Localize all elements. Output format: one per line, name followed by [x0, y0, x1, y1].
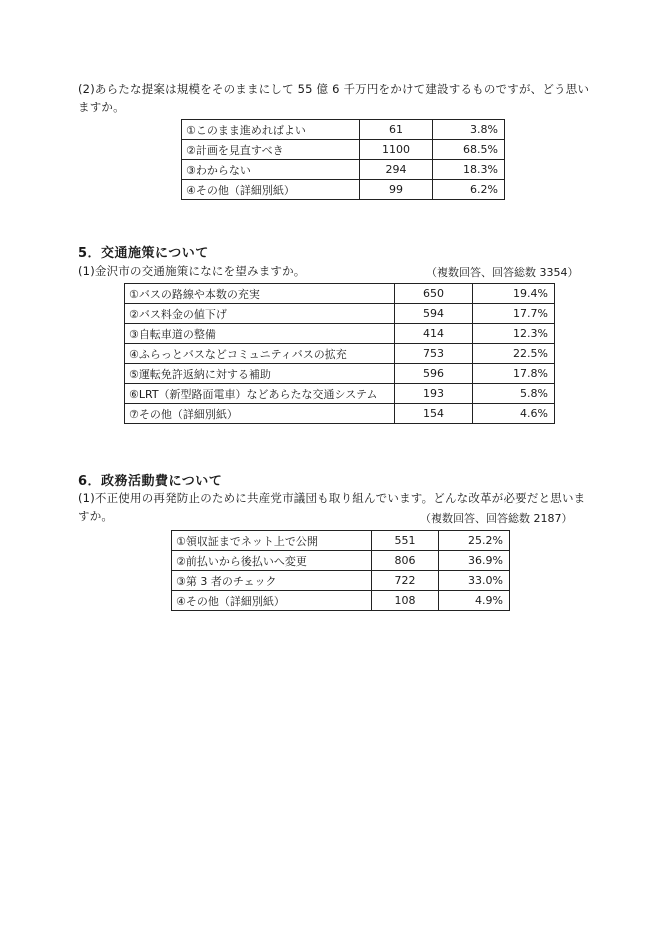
- table-row: [125, 324, 555, 344]
- table-row: [125, 284, 555, 304]
- option-percent: 3.8%: [433, 120, 505, 140]
- option-count: 193: [395, 384, 473, 404]
- option-count: 108: [372, 591, 439, 611]
- question-2-results-table: [181, 119, 505, 200]
- option-percent: 22.5%: [473, 344, 555, 364]
- option-percent: 17.8%: [473, 364, 555, 384]
- section-5-heading: 5．交通施策について: [78, 246, 209, 261]
- table-row: [182, 180, 505, 200]
- table-row: [182, 160, 505, 180]
- option-percent: 4.6%: [473, 404, 555, 424]
- section-6-question-line2: すか。: [78, 509, 114, 523]
- option-label: ②前払いから後払いへ変更: [172, 551, 372, 571]
- table-row: [182, 120, 505, 140]
- table-row: [125, 344, 555, 364]
- option-label: ③自転車道の整備: [125, 324, 395, 344]
- option-count: 154: [395, 404, 473, 424]
- section-5-question: (1)金沢市の交通施策になにを望みますか。: [78, 264, 306, 278]
- section-5-note: （複数回答、回答総数 3354）: [426, 266, 579, 279]
- table-row: [125, 304, 555, 324]
- table-row: [125, 364, 555, 384]
- option-label: ④その他（詳細別紙）: [182, 180, 360, 200]
- option-count: 722: [372, 571, 439, 591]
- section-5-results-table: [124, 283, 555, 424]
- table-row: [125, 384, 555, 404]
- option-percent: 25.2%: [439, 531, 510, 551]
- option-label: ⑦その他（詳細別紙）: [125, 404, 395, 424]
- option-label: ④ふらっとバスなどコミュニティバスの拡充: [125, 344, 395, 364]
- option-percent: 36.9%: [439, 551, 510, 571]
- option-count: 294: [360, 160, 433, 180]
- option-label: ④その他（詳細別紙）: [172, 591, 372, 611]
- option-percent: 33.0%: [439, 571, 510, 591]
- option-label: ①バスの路線や本数の充実: [125, 284, 395, 304]
- table-row: [172, 531, 510, 551]
- section-6-heading: 6．政務活動費について: [78, 474, 223, 489]
- option-percent: 17.7%: [473, 304, 555, 324]
- question-2-line2: ますか。: [78, 100, 125, 114]
- option-count: 650: [395, 284, 473, 304]
- table-row: [182, 140, 505, 160]
- question-2-text: [78, 80, 589, 116]
- option-count: 99: [360, 180, 433, 200]
- option-label: ①領収証までネット上で公開: [172, 531, 372, 551]
- option-count: 596: [395, 364, 473, 384]
- option-label: ③第 3 者のチェック: [172, 571, 372, 591]
- option-label: ③わからない: [182, 160, 360, 180]
- option-percent: 12.3%: [473, 324, 555, 344]
- table-row: [172, 591, 510, 611]
- option-count: 806: [372, 551, 439, 571]
- option-count: 594: [395, 304, 473, 324]
- option-percent: 5.8%: [473, 384, 555, 404]
- option-percent: 68.5%: [433, 140, 505, 160]
- option-count: 753: [395, 344, 473, 364]
- table-row: [172, 551, 510, 571]
- option-label: ②バス料金の値下げ: [125, 304, 395, 324]
- option-count: 1100: [360, 140, 433, 160]
- option-percent: 19.4%: [473, 284, 555, 304]
- option-label: ②計画を見直すべき: [182, 140, 360, 160]
- option-count: 61: [360, 120, 433, 140]
- option-count: 414: [395, 324, 473, 344]
- table-row: [172, 571, 510, 591]
- table-row: [125, 404, 555, 424]
- option-percent: 4.9%: [439, 591, 510, 611]
- option-count: 551: [372, 531, 439, 551]
- section-6-note: （複数回答、回答総数 2187）: [420, 512, 573, 525]
- option-label: ⑤運転免許返納に対する補助: [125, 364, 395, 384]
- option-label: ⑥LRT（新型路面電車）などあらたな交通システム: [125, 384, 395, 404]
- question-2-line1: (2)あらたな提案は規模をそのままにして 55 億 6 千万円をかけて建設するものですが、どう思い: [78, 82, 590, 96]
- section-6-question-line1: (1)不正使用の再発防止のために共産党市議団も取り組んでいます。どんな改革が必要だと思いま: [78, 491, 586, 505]
- section-6-results-table: [171, 530, 510, 611]
- option-label: ①このまま進めればよい: [182, 120, 360, 140]
- option-percent: 6.2%: [433, 180, 505, 200]
- option-percent: 18.3%: [433, 160, 505, 180]
